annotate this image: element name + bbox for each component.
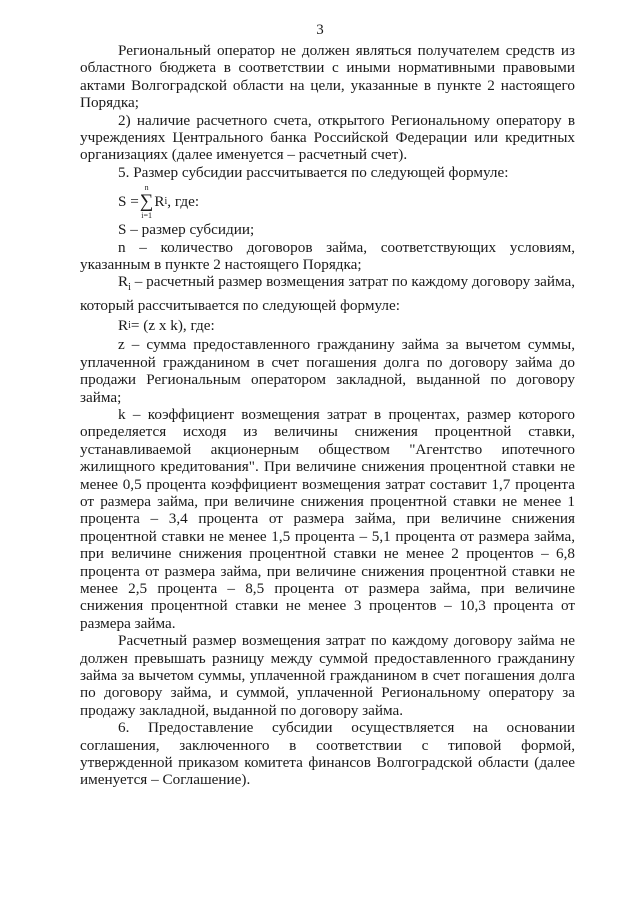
document-body: [80, 42, 575, 789]
formula-term-subscript: i: [164, 195, 168, 207]
formula-ri-rhs: = (z x k), где:: [130, 316, 215, 334]
ri-symbol: R: [118, 273, 129, 291]
paragraph-subsidy-agreement: 6. Предоставление субсидии осуществляется на основании соглашения, заключенного в соответствии с типовой формой, утвержденной приказом комитета финансов Волгоградской области (далее именуется – Соглашение).: [80, 719, 575, 789]
page-number: 3: [316, 22, 324, 38]
summation-symbol: [140, 183, 154, 220]
formula-subsidy-sum: [80, 181, 575, 221]
paragraph-subsidy-formula-intro: 5. Размер субсидии рассчитывается по следующей формуле:: [118, 163, 509, 181]
formula-term: R: [154, 192, 165, 210]
paragraph-n-definition: n – количество договоров займа, соответствующих условиям, указанным в пункте 2 настоящего Порядка;: [80, 238, 575, 274]
summation-lower-limit: i=1: [141, 210, 152, 220]
formula-ri-term: R: [118, 316, 129, 334]
paragraph-z-definition: z – сумма предоставленного гражданину займа за вычетом суммы, уплаченной гражданином в счет погашения долга по договору займа до продажи Региональным оператором закладной, выданной по договору займа;: [80, 336, 575, 406]
paragraph-reimbursement-limit: Расчетный размер возмещения затрат по каждому договору займа не должен превышать разницу между суммой предоставленного гражданину займа за вычетом суммы, уплаченной гражданином в счет погашения долга по договору займа, и суммой, уплаченной Региональному оператору за продажу закладной, выданной по договору займа.: [80, 632, 575, 719]
paragraph-k-definition: k – коэффициент возмещения затрат в процентах, размер которого определяется исходя из величины снижения процентной ставки, устанавливаемой акционерным обществом "Агентство ипотечного жилищного кредитования". При величине снижения процентной ставки не менее 0,5 процента коэффициент возмещения затрат составит 1,7 процента от размера займа, при величине снижения процентной ставки не менее 1 процента – 3,4 процента от размера займа, при величине снижения процентной ставки не менее 1,5 процента – 5,1 процента от размера займа, при величине снижения процентной ставки не менее 2 процентов – 6,8 процента от размера займа, при величине снижения процентной ставки не менее 2,5 процента – 8,5 процента от размера займа, при величине снижения процентной ставки не менее 3 процентов – 10,3 процента от размера займа.: [80, 405, 575, 632]
ri-symbol-subscript: i: [128, 282, 131, 294]
summation-upper-limit: n: [144, 182, 149, 192]
paragraph-ri-definition: [80, 273, 575, 314]
paragraph-s-definition: S – размер субсидии;: [118, 221, 255, 239]
sigma-icon: ∑: [139, 190, 154, 212]
paragraph-settlement-account: 2) наличие расчетного счета, открытого Региональному оператору в учреждениях Центрального банка Российской Федерации или кредитных организациях (далее именуется – расчетный счет).: [80, 111, 575, 164]
formula-ri: [80, 314, 575, 336]
formula-lhs: S =: [118, 192, 139, 210]
formula-ri-subscript: i: [128, 319, 131, 331]
formula-suffix: , где:: [167, 192, 200, 210]
paragraph-regional-operator: Региональный оператор не должен являться получателем средств из областного бюджета в соответствии с иными нормативными правовыми актами Волгоградской области на цели, указанные в пункте 2 настоящего Порядка;: [80, 42, 575, 112]
ri-definition-text: – расчетный размер возмещения затрат по каждому договору займа, который рассчитывается по следующей формуле:: [80, 273, 575, 314]
